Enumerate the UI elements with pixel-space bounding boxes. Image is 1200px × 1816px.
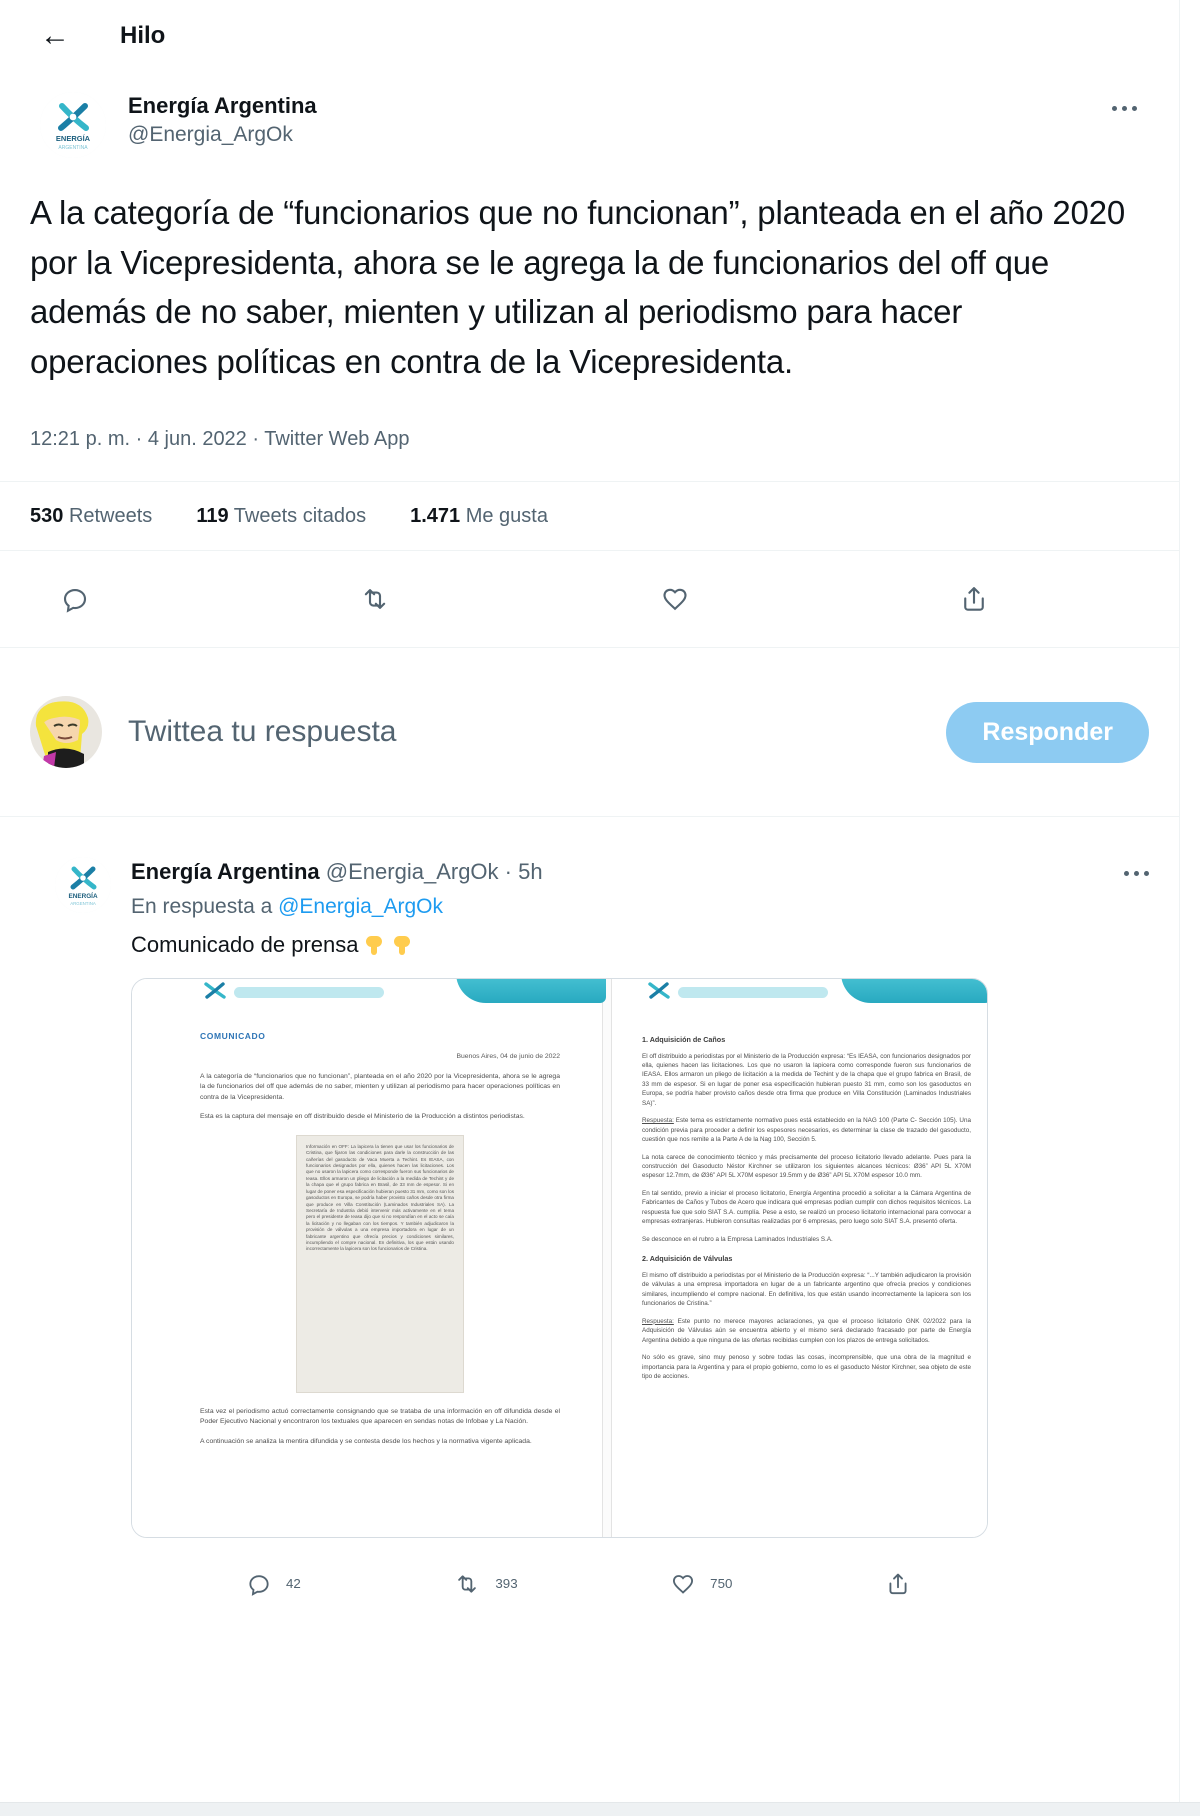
- retweets-label: Retweets: [68, 504, 153, 527]
- doc-paragraph: En tal sentido, previo a iniciar el proceso licitatorio, Energía Argentina procedió a solicitar a la Cámara Argentina de Fabricantes de Caños y Tubos de Acero que indicara qué empresas podían cumplir con dichos requisitos técnicos. La respuesta fue que solo SIAT S.A. cumplía. Pese a esto, se realizó un proceso licitatorio internacional para convocar a empresas extranjeras. Hubieron consultas realizadas por 6 empresas, pero luego solo SIAT S.A. presentó oferta.: [642, 1189, 971, 1226]
- reply-text-content: Comunicado de prensa: [131, 931, 359, 957]
- quote-tweets-stat[interactable]: [196, 505, 366, 528]
- like-button[interactable]: [670, 1571, 732, 1597]
- reply-submit-button[interactable]: Responder: [946, 702, 1149, 763]
- like-count: 750: [710, 1576, 733, 1592]
- tweet-actions: [0, 551, 1179, 647]
- back-icon[interactable]: ←: [40, 19, 70, 52]
- doc-logo-icon: [646, 981, 672, 1003]
- energia-argentina-logo-icon: [40, 92, 106, 158]
- retweets-count: 530: [30, 504, 64, 527]
- user-avatar[interactable]: [30, 696, 102, 768]
- more-options-icon[interactable]: [1100, 92, 1149, 125]
- doc-section-heading: 1. Adquisición de Caños: [642, 1034, 726, 1044]
- reply-author-name[interactable]: Energía Argentina: [131, 859, 320, 884]
- doc-paragraph: Esta es la captura del mensaje en off distribuido desde el Ministerio de la Producción a distintos periodistas.: [200, 1113, 525, 1121]
- doc-paragraph: El off distribuido a periodistas por el Ministerio de la Producción expresa: “Es IEASA, con funcionarios designados por ella, quienes hacen las licitaciones. Los que no usaron la lapicera como corresponde fueron sus funcionarios de IEASA. Ellos armaron un pliego de licitación a la medida de Techint y de la chapa que el grupo fabrica en Brasil, de 33 mm de espesor. Si en lugar de poner esa especificación hubieran puesto 31 mm, como son los gasoductos en Europa, se podría haber provisto caños desde otra firma que produce en Villa Constitución (Laminados Industriales SA)”.: [642, 1052, 971, 1107]
- replying-to-line: [131, 890, 1161, 924]
- doc-paragraph: El mismo off distribuido a periodistas por el Ministerio de la Producción expresa: “...Y también adjudicaron la provisión de válvulas a una empresa importadora en lugar de a un fabricante argentino que ofrecía precios y condiciones similares, incumpliendo el compre nacional. En definitiva, los que están usando incorrectamente la lapicera son los funcionarios de Cristina.”: [642, 1272, 971, 1308]
- svg-text:ARGENTINA: ARGENTINA: [70, 901, 96, 906]
- likes-label: Me gusta: [465, 504, 548, 527]
- doc-page-separator: [602, 979, 612, 1537]
- reply-input[interactable]: Twittea tu respuesta: [128, 715, 397, 748]
- doc-paragraph: La nota carece de conocimiento técnico y más precisamente del proceso licitatorio llevado adelante. Pues para la construcción del Gasoducto Néstor Kirchner se utilizaron los siguientes alcances técnicos: Ø36” API 5L X70M espesor 12.7mm, de Ø36” API 5L X70M espesor 19.5mm y de Ø36” API 5L X70M espesor 10.0 mm.: [642, 1153, 971, 1180]
- like-button[interactable]: [660, 584, 690, 614]
- doc-response-label: Respuesta:: [642, 1317, 674, 1325]
- press-release-page-2: [612, 979, 987, 1537]
- doc-paragraph: [642, 1116, 971, 1144]
- reply-author-meta: @Energia_ArgOk · 5h: [325, 859, 543, 884]
- tweet-stats: [0, 482, 1179, 550]
- doc-response-label: Respuesta:: [642, 1117, 674, 1125]
- doc-heading: COMUNICADO: [200, 1030, 266, 1041]
- author-handle: @Energia_ArgOk: [128, 122, 293, 146]
- top-bar: [0, 0, 1179, 66]
- retweet-icon: [453, 1571, 481, 1597]
- replying-to-label: En respuesta a: [131, 895, 273, 918]
- tweet-timestamp: 12:21 p. m. · 4 jun. 2022 · Twitter Web App: [30, 428, 410, 450]
- doc-logo-wave: [841, 978, 988, 1003]
- reply-button[interactable]: [60, 584, 90, 614]
- avatar[interactable]: [40, 92, 106, 158]
- user-avatar-illustration: [30, 696, 102, 768]
- reply-avatar[interactable]: [55, 857, 111, 913]
- reply-tweet: [0, 817, 1179, 1630]
- share-icon: [959, 584, 989, 614]
- pointing-down-emoji-icon: [390, 933, 414, 957]
- more-options-icon[interactable]: [1112, 857, 1161, 890]
- author-name[interactable]: Energía Argentina: [128, 93, 317, 118]
- tweet-text: A la categoría de “funcionarios que no funcionan”, planteada en el año 2020 por la Vicepresidenta, ahora se le agrega la de funcionarios del off que además de no saber, mienten y utilizan al periodismo para hacer operaciones políticas en contra de la Vicepresidenta.: [30, 194, 1125, 380]
- reply-tweet-actions: [131, 1538, 1161, 1630]
- likes-count: 1.471: [410, 504, 461, 527]
- doc-response-text: Este tema es estrictamente normativo pues está establecido en la NAG 100 (Parte C- Sección 105). Una condición previa para proceder a definir los espesores necesarios, es determinar la clase de trazado del gasoducto, cuestión que nos remite a la Parte A de la Nag 100, Sección 5.: [642, 1117, 971, 1144]
- share-icon: [885, 1571, 911, 1597]
- doc-off-message-text: Información en OFF: La lapicera la tienen que usar los funcionarios de Cristina, que fijaron las condiciones para darle la construcción de las cañerías del gasoducto de Vaca Muerta a Techint. Es IEASA, con funcionarios designados por ella, quienes hacen las licitaciones. Los que no usaron la lapicera como corresponde fueron sus funcionarios de Ieasa. Ellos armaron un pliego de licitación a la medida de Techint y de la chapa que el grupo fabrica en Brasil, de 33 mm de espesor. Si en lugar de poner esa especificación hubieran puesto 31 mm, como son los gasoductos en Europa, se podría haber provisto caños desde otra firma que produce en Villa Constitución (Laminados Industriales SA). La Secretaría de Industria debió intervenir más activamente en el tema pero el presidente de Ieasa dijo que si no respondían en el acto se caía la licitación y no llegaban con los tiempos. Y también adjudicaron la provisión de válvulas a una empresa importadora en lugar de un fabricante argentino que ofrecía precios y condiciones similares, incumpliendo el compre nacional. En definitiva, los que están usando incorrectamente la lapicera son los funcionarios de Cristina.: [306, 1143, 454, 1252]
- doc-paragraph: No sólo es grave, sino muy penoso y sobre todas las cosas, incomprensible, que una obra de la magnitud e importancia para la Argentina y para el propio gobierno, como lo es el gasoducto Néstor Kirchner, sea objeto de este tipo de acciones.: [642, 1354, 971, 1380]
- pointing-down-emoji-icon: [362, 933, 386, 957]
- heart-icon: [670, 1571, 696, 1597]
- svg-text:ENERGÍA: ENERGÍA: [55, 134, 91, 143]
- share-button[interactable]: [885, 1571, 911, 1597]
- likes-stat[interactable]: [410, 505, 548, 528]
- reply-composer: [0, 648, 1179, 816]
- share-button[interactable]: [959, 584, 989, 614]
- doc-paragraph: Esta vez el periodismo actuó correctamente consignando que se trataba de una información en off difundida desde el Poder Ejecutivo Nacional y encontraron los textuales que aparecen en sendas notas de Infobae y La Nación.: [200, 1407, 560, 1426]
- retweet-button[interactable]: [453, 1571, 517, 1597]
- doc-paragraph: A continuación se analiza la mentira difundida y se contesta desde los hechos y la normativa vigente aplicada.: [200, 1437, 532, 1445]
- doc-dateline: Buenos Aires, 04 de junio de 2022: [456, 1052, 560, 1060]
- main-tweet-header: [0, 66, 1179, 158]
- retweets-stat[interactable]: [30, 505, 152, 528]
- reply-author-line: [131, 857, 1112, 888]
- svg-text:ENERGÍA: ENERGÍA: [68, 893, 98, 900]
- doc-logo-wordmark: [234, 987, 384, 998]
- doc-paragraph: A la categoría de “funcionarios que no funcionan”, planteada en el año 2020 por la Vicepresidenta, ahora se le agrega la de funcionarios del off que además de no saber, mienten y utilizan al periodismo para hacer operaciones políticas en contra de la Vicepresidenta.: [200, 1072, 560, 1101]
- reply-text: [131, 932, 1161, 958]
- doc-paragraph: [642, 1317, 971, 1345]
- doc-paragraph: Se desconoce en el rubro a la Empresa Laminados Industriales S.A.: [642, 1235, 833, 1243]
- attached-image-press-release[interactable]: [131, 978, 988, 1538]
- quotes-count: 119: [196, 504, 229, 527]
- doc-logo-wave: [456, 978, 606, 1003]
- doc-section-heading: 2. Adquisición de Válvulas: [642, 1254, 733, 1264]
- press-release-page-1: [132, 979, 602, 1537]
- page-title: Hilo: [120, 22, 166, 49]
- doc-logo-icon: [202, 981, 228, 1003]
- quotes-label: Tweets citados: [233, 504, 367, 527]
- energia-argentina-logo-icon: [55, 857, 111, 913]
- reply-icon: [246, 1571, 272, 1597]
- doc-off-message-screenshot: [296, 1135, 464, 1393]
- retweet-icon: [359, 584, 391, 614]
- retweet-count: 393: [495, 1576, 518, 1592]
- reply-button[interactable]: [246, 1571, 301, 1597]
- replying-to-handle-link[interactable]: @Energia_ArgOk: [278, 895, 444, 918]
- reply-icon: [60, 584, 90, 614]
- doc-response-text: Este punto no merece mayores aclaraciones, ya que el proceso licitatorio GNK 02/2022 para la Adquisición de Válvulas aún se encuentra abierto y el mismo será declarado fracasado por parte de Energía Argentina debido a que ninguna de las ofertas recibidas cumplen con los plazos de entrega solicitados.: [642, 1317, 971, 1344]
- section-separator: [0, 1802, 1200, 1816]
- retweet-button[interactable]: [359, 584, 391, 614]
- svg-text:ARGENTINA: ARGENTINA: [58, 145, 88, 151]
- reply-count: 42: [286, 1576, 301, 1592]
- doc-logo-wordmark: [678, 987, 828, 998]
- heart-icon: [660, 584, 690, 614]
